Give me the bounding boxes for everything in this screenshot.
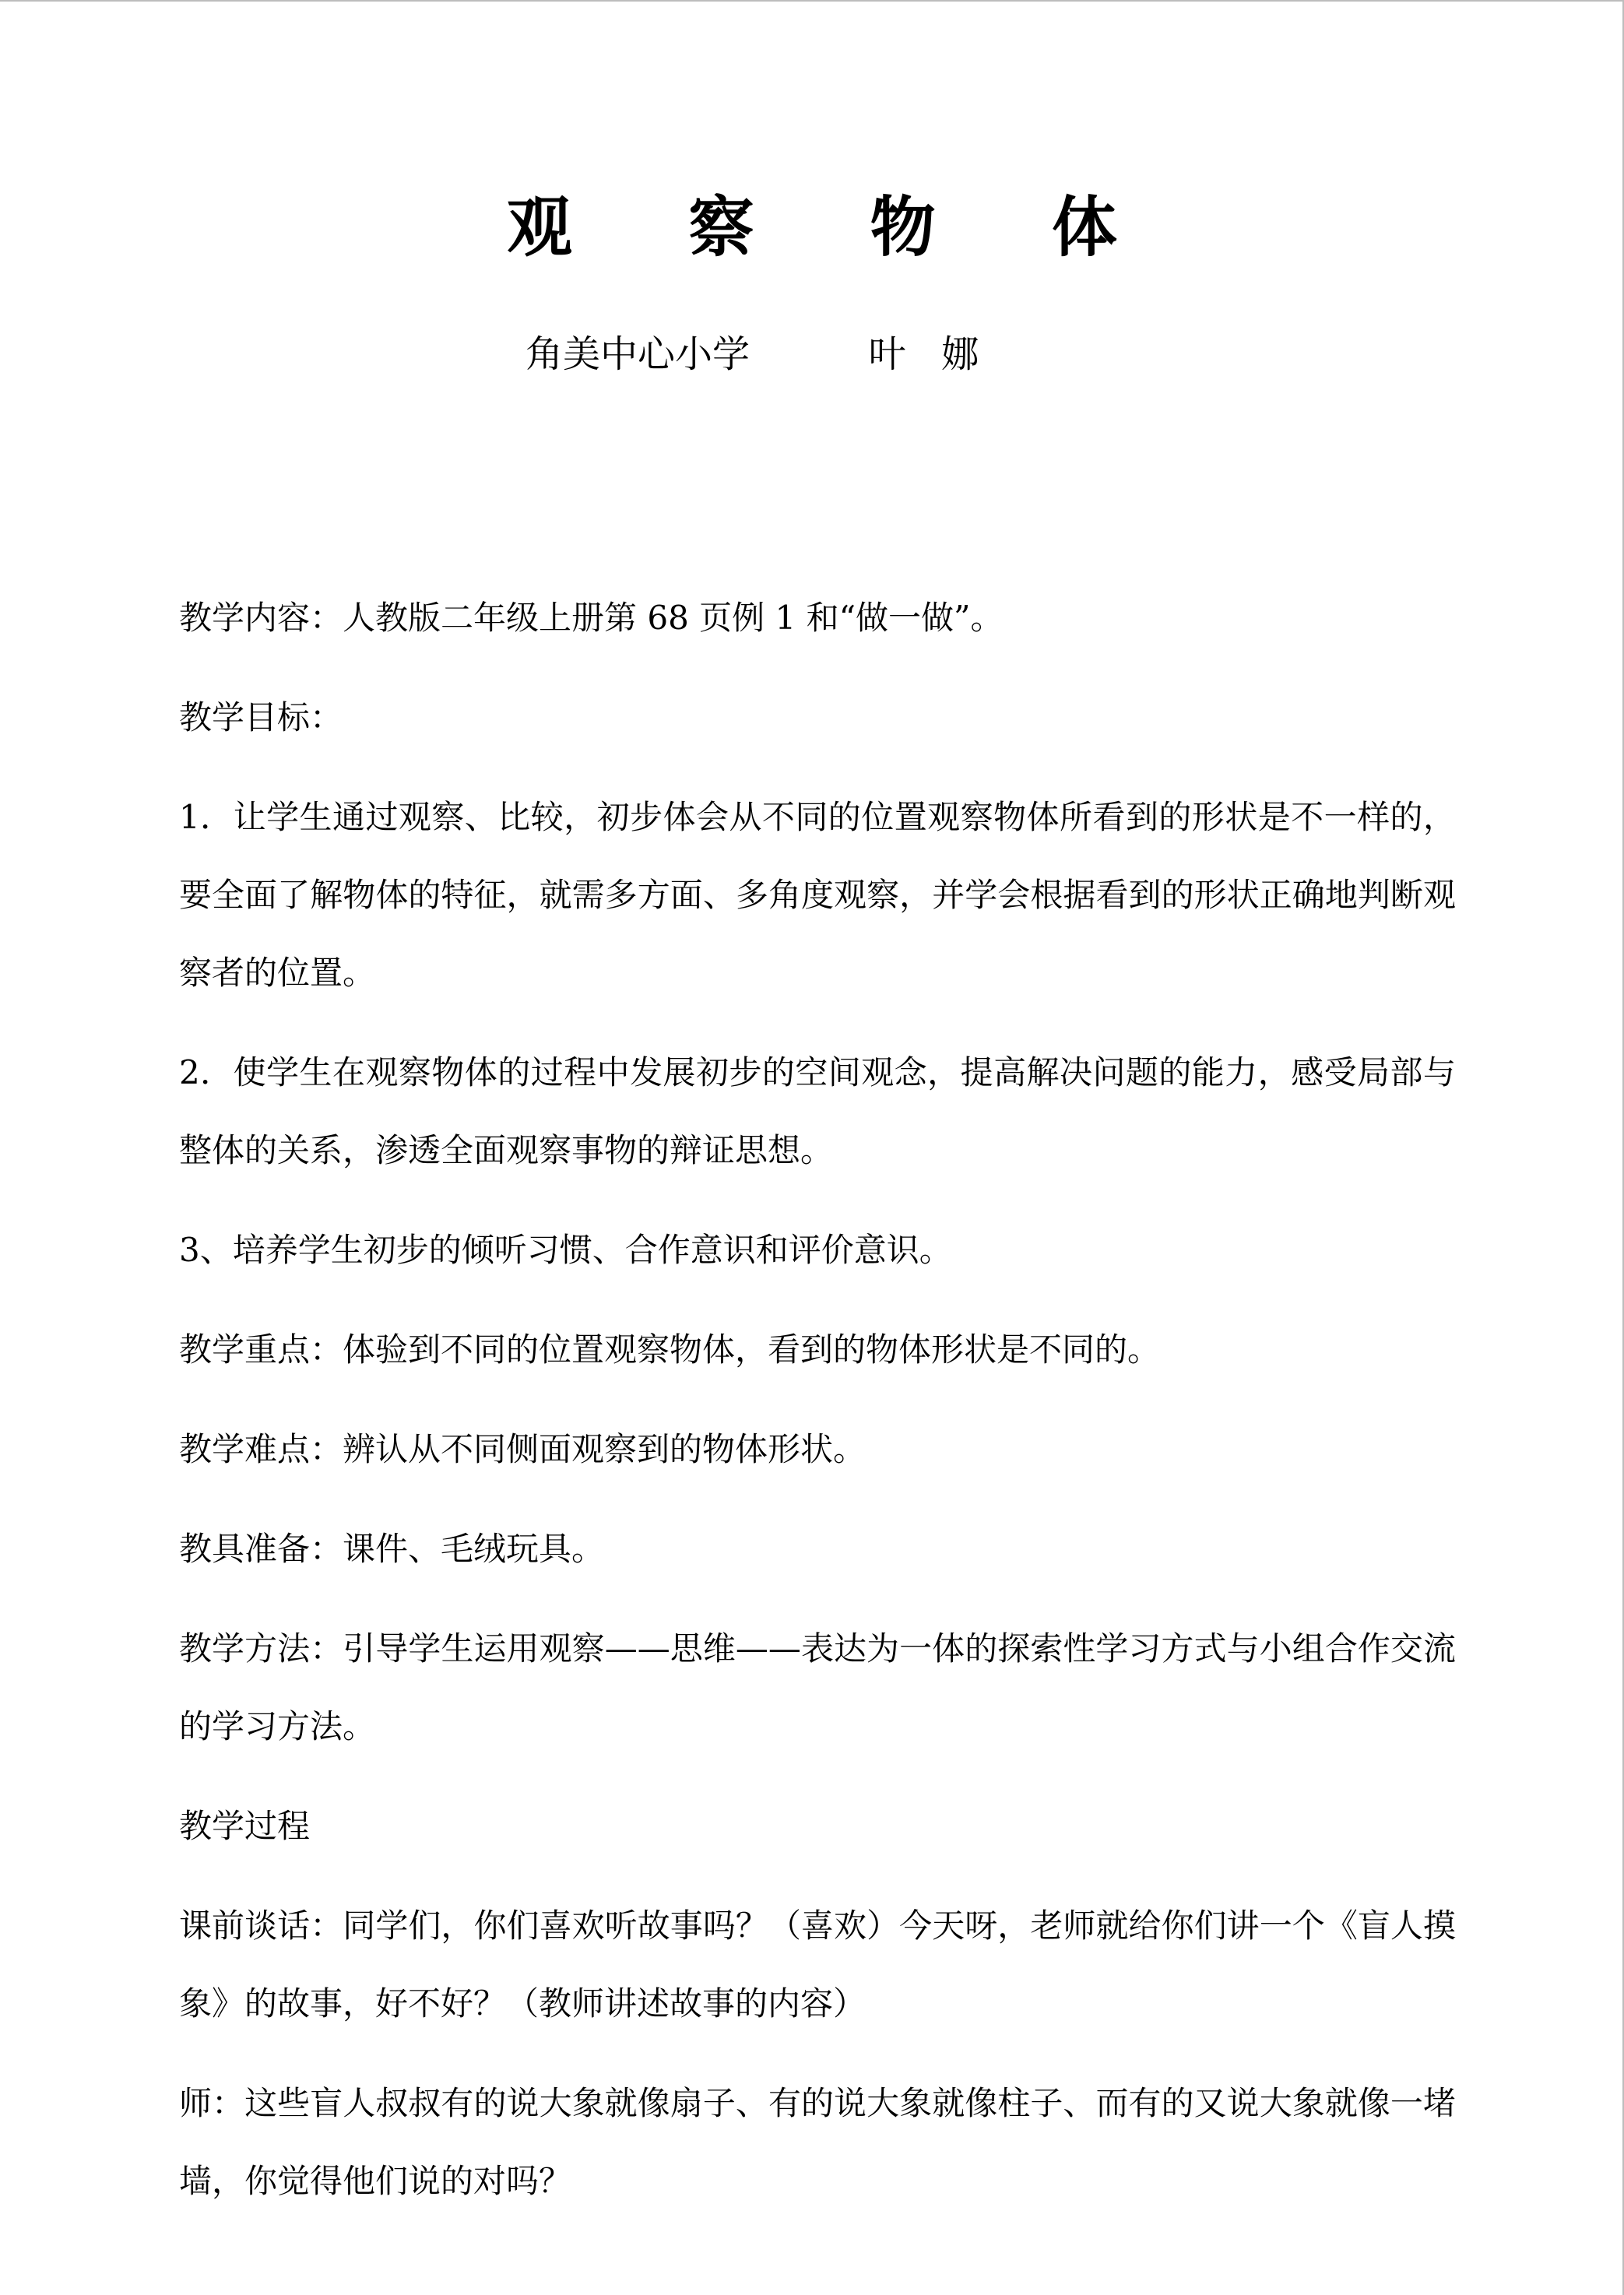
paragraph-teaching-goals-heading: 教学目标：	[179, 698, 343, 736]
paragraph-teaching-content: 教学内容：人教版二年级上册第 68 页例 1 和“做一做”。	[179, 599, 1004, 637]
document-title: 观 察 物 体	[507, 188, 1164, 265]
paragraph-goal-1: 1．让学生通过观察、比较，初步体会从不同的位置观察物体所看到的形状是不一样的，要全面了解物体的特征，就需多方面、多角度观察，并学会根据看到的形状正确地判断观察者的位置。	[179, 798, 1456, 992]
document-body	[179, 579, 1456, 2242]
paragraph-process-heading: 教学过程	[179, 1807, 311, 1845]
paragraph-goal-2: 2．使学生在观察物体的过程中发展初步的空间观念，提高解决问题的能力，感受局部与整体的关系，渗透全面观察事物的辩证思想。	[179, 1053, 1456, 1169]
author-line: 角美中心小学 叶 娜	[526, 332, 979, 376]
paragraph-pre-class-talk: 课前谈话：同学们，你们喜欢听故事吗？（喜欢）今天呀，老师就给你们讲一个《盲人摸象》的故事，好不好？（教师讲述故事的内容）	[179, 1907, 1456, 2023]
paragraph-key-point: 教学重点：体验到不同的位置观察物体，看到的物体形状是不同的。	[179, 1330, 1161, 1369]
paragraph-difficulty: 教学难点：辨认从不同侧面观察到的物体形状。	[179, 1430, 866, 1468]
paragraph-goal-3: 3、培养学生初步的倾听习惯、合作意识和评价意识。	[179, 1231, 952, 1269]
paragraph-teacher-question: 师：这些盲人叔叔有的说大象就像扇子、有的说大象就像柱子、而有的又说大象就像一堵墙，你觉得他们说的对吗？	[179, 2084, 1456, 2200]
paragraph-teaching-aids: 教具准备：课件、毛绒玩具。	[179, 1530, 605, 1568]
paragraph-teaching-method: 教学方法：引导学生运用观察——思维——表达为一体的探索性学习方式与小组合作交流的学习方法。	[179, 1629, 1456, 1745]
